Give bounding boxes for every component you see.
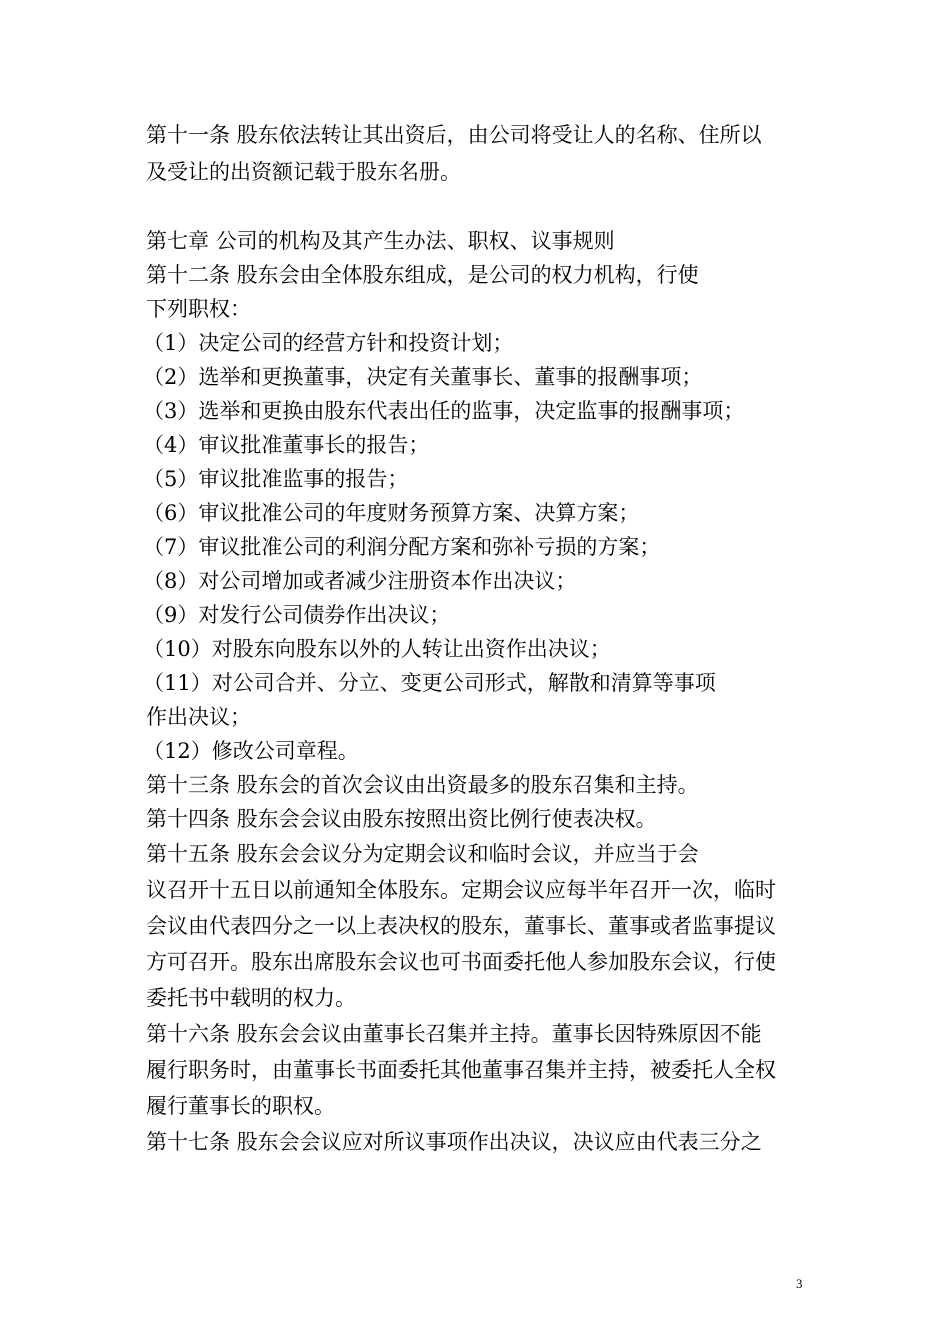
text-line: 履行董事长的职权。 xyxy=(146,1094,335,1118)
text-line: 议召开十五日以前通知全体股东。定期会议应每半年召开一次，临时 xyxy=(146,878,776,902)
list-item: （2）选举和更换董事，决定有关董事长、董事的报酬事项； xyxy=(143,365,703,389)
text-line: 委托书中载明的权力。 xyxy=(146,986,356,1010)
list-item: （10）对股东向股东以外的人转让出资作出决议； xyxy=(143,637,611,661)
text-line: 方可召开。股东出席股东会议也可书面委托他人参加股东会议，行使 xyxy=(146,950,776,974)
list-item: （9）对发行公司债券作出决议； xyxy=(143,603,451,627)
list-item: （4）审议批准董事长的报告； xyxy=(143,433,430,457)
text-line: 第十一条 股东依法转让其出资后，由公司将受让人的名称、住所以 xyxy=(146,123,762,147)
list-item: （1）决定公司的经营方针和投资计划； xyxy=(143,331,514,355)
text-line: 会议由代表四分之一以上表决权的股东，董事长、董事或者监事提议 xyxy=(146,914,776,938)
text-line: 第十三条 股东会的首次会议由出资最多的股东召集和主持。 xyxy=(146,773,699,797)
list-item: （3）选举和更换由股东代表出任的监事，决定监事的报酬事项； xyxy=(143,399,745,423)
page-content xyxy=(143,117,816,1160)
chapter-heading: 第七章 公司的机构及其产生办法、职权、议事规则 xyxy=(146,229,615,253)
text-line: 及受让的出资额记载于股东名册。 xyxy=(146,160,461,184)
text-line: 履行职务时，由董事长书面委托其他董事召集并主持，被委托人全权 xyxy=(146,1058,776,1082)
list-item: （6）审议批准公司的年度财务预算方案、决算方案； xyxy=(143,501,640,525)
list-item: （5）审议批准监事的报告； xyxy=(143,467,409,491)
list-item: （12）修改公司章程。 xyxy=(143,739,359,763)
list-item: （8）对公司增加或者减少注册资本作出决议； xyxy=(143,569,577,593)
text-line: 第十二条 股东会由全体股东组成，是公司的权力机构，行使 xyxy=(146,263,699,287)
text-line: 第十五条 股东会会议分为定期会议和临时会议，并应当于会 xyxy=(146,842,699,866)
text-line: 作出决议； xyxy=(146,705,251,729)
text-line: 下列职权： xyxy=(146,297,251,321)
text-line: 第十七条 股东会会议应对所议事项作出决议，决议应由代表三分之 xyxy=(146,1130,762,1154)
list-item: （11）对公司合并、分立、变更公司形式，解散和清算等事项 xyxy=(143,671,716,695)
text-line: 第十四条 股东会会议由股东按照出资比例行使表决权。 xyxy=(146,807,657,831)
text-line: 第十六条 股东会会议由董事长召集并主持。董事长因特殊原因不能 xyxy=(146,1022,762,1046)
page-number: 3 xyxy=(796,1276,803,1291)
list-item: （7）审议批准公司的利润分配方案和弥补亏损的方案； xyxy=(143,535,661,559)
